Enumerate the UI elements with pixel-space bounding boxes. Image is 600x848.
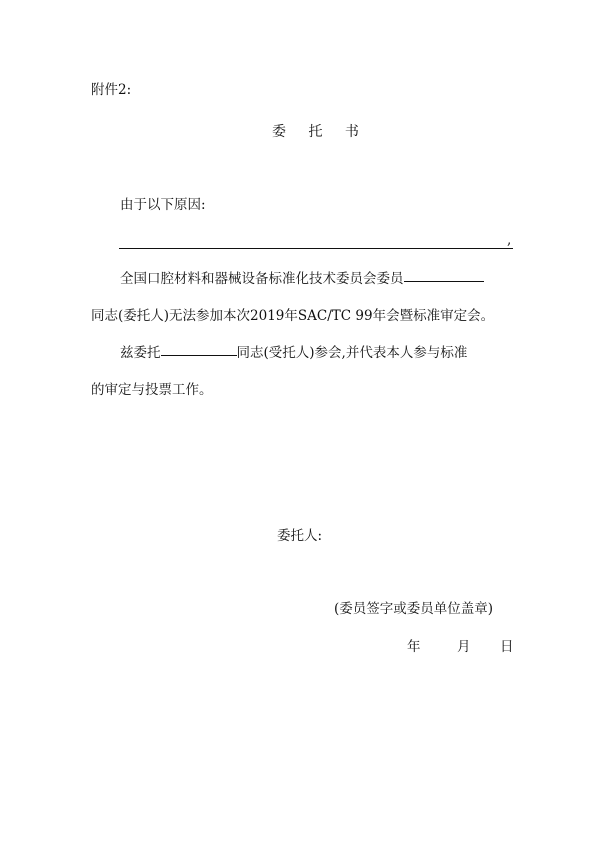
entrust-suffix: 同志(受托人)参会,并代表本人参与标准	[236, 345, 468, 361]
committee-member-text: 全国口腔材料和器械设备标准化技术委员会委员	[120, 271, 404, 287]
entrust-prefix: 兹委托	[120, 345, 161, 361]
principal-absence-line: 同志(委托人)无法参加本次2019年SAC/TC 99年会暨标准审定会。	[91, 308, 495, 324]
principal-name-blank	[404, 280, 484, 282]
entrust-line-2: 的审定与投票工作。	[91, 382, 213, 398]
document-title: 委 托 书	[272, 124, 368, 140]
reason-label: 由于以下原因:	[120, 197, 206, 213]
date-day-label: 日	[500, 639, 514, 655]
date-year-label: 年	[407, 639, 421, 655]
agent-name-blank	[161, 354, 237, 356]
committee-member-line	[120, 273, 484, 287]
principal-signature-label: 委托人:	[277, 528, 323, 544]
attachment-label: 附件2:	[91, 82, 132, 98]
date-month-label: 月	[457, 639, 471, 655]
entrust-line	[120, 347, 467, 361]
signature-note: (委员签字或委员单位盖章)	[334, 601, 494, 617]
reason-blank-line	[119, 232, 513, 249]
reason-line-comma: ,	[507, 232, 512, 248]
